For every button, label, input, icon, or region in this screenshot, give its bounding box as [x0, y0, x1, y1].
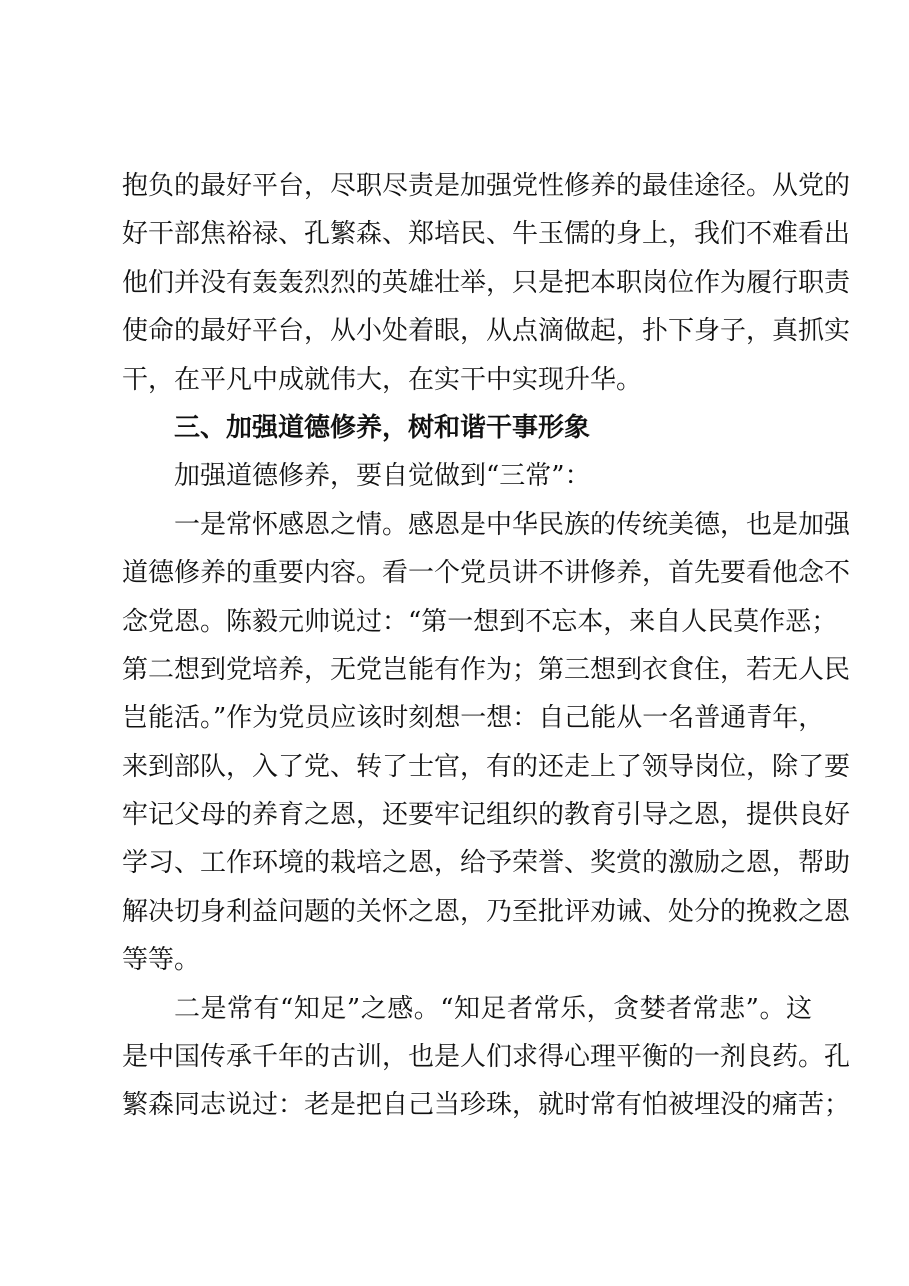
text-line: 一是常怀感恩之情。感恩是中华民族的传统美德，也是加强: [174, 509, 851, 540]
text-line: 岂能活。”作为党员应该时刻想一想：自己能从一名普通青年，: [122, 703, 825, 734]
text-line: 第二想到党培养，无党岂能有作为；第三想到衣食住，若无人民: [122, 654, 851, 685]
text-line: 道德修养的重要内容。看一个党员讲不讲修养，首先要看他念不: [122, 558, 851, 589]
text-line: 抱负的最好平台，尽职尽责是加强党性修养的最佳途径。从党的: [122, 171, 851, 201]
document-body: [122, 162, 851, 1130]
section-heading: 三、加强道德修养，树和谐干事形象: [174, 412, 591, 443]
text-line: 牢记父母的养育之恩，还要牢记组织的教育引导之恩，提供良好: [122, 800, 851, 831]
text-line: 学习、工作环境的栽培之恩，给予荣誉、奖赏的激励之恩，帮助: [122, 848, 851, 879]
text-line: 是中国传承千年的古训，也是人们求得心理平衡的一剂良药。孔: [122, 1042, 851, 1073]
text-line: 他们并没有轰轰烈烈的英雄壮举，只是把本职岗位作为履行职责: [122, 267, 851, 298]
text-line: 使命的最好平台，从小处着眼，从点滴做起，扑下身子，真抓实: [122, 316, 851, 347]
text-line: 解决切身利益问题的关怀之恩，乃至批评劝诫、处分的挽救之恩: [122, 896, 851, 927]
text-line: 繁森同志说过：老是把自己当珍珠，就时常有怕被埋没的痛苦；: [122, 1090, 851, 1121]
text-line: 念党恩。陈毅元帅说过：“第一想到不忘本，来自人民莫作恶；: [122, 606, 838, 637]
text-line: 来到部队，入了党、转了士官，有的还走上了领导岗位，除了要: [122, 751, 851, 782]
text-line: 干，在平凡中成就伟大，在实干中实现升华。: [122, 364, 643, 395]
text-line: 二是常有“知足”之感。“知足者常乐，贪婪者常悲”。这: [174, 993, 812, 1024]
text-line: 等等。: [122, 945, 201, 976]
text-line: 好干部焦裕禄、孔繁森、郑培民、牛玉儒的身上，我们不难看出: [122, 219, 851, 250]
text-line: 加强道德修养，要自觉做到“三常”：: [174, 461, 591, 492]
